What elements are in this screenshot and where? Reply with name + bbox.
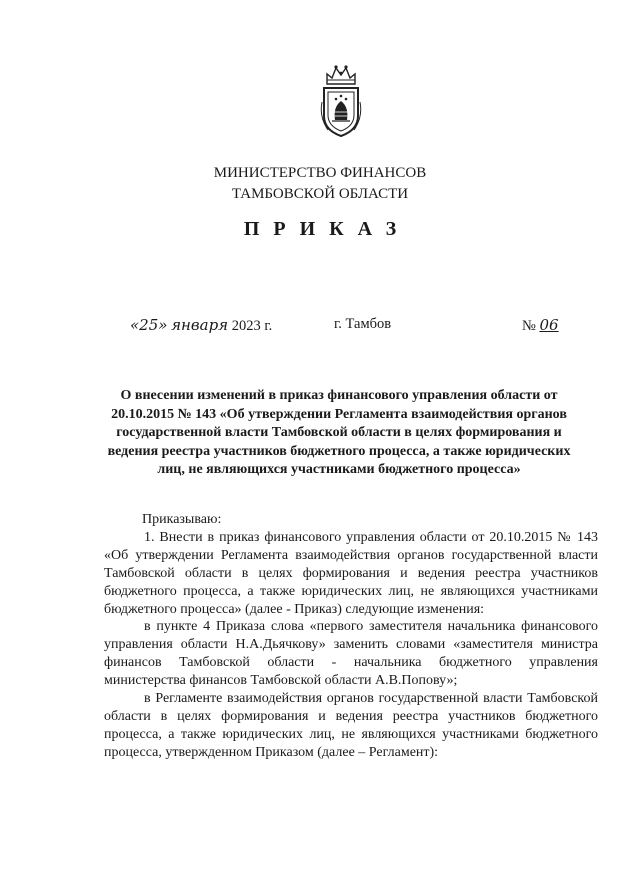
ministry-name — [0, 163, 640, 205]
date-day: «25» — [130, 316, 168, 334]
preamble: Приказываю: — [142, 512, 222, 527]
ministry-name-line2: ТАМБОВСКОЙ ОБЛАСТИ — [231, 186, 409, 202]
document-city: г. Тамбов — [334, 316, 392, 332]
paragraph-3: в Регламенте взаимодействия органов государственной власти Тамбовской области в целях формирования и ведения реестра участников бюджетного процесса, а также юридических лиц, не являющихся участниками бюджетного процесса, утвержденном Приказом (далее – Регламент): — [104, 691, 598, 760]
document-number — [522, 316, 559, 335]
document-subject: О внесении изменений в приказ финансового управления области от 20.10.2015 № 143 «Об утверждении Регламента взаимодействия органов государственной власти Тамбовской области в целях формирования и ведения реестра участников бюджетного процесса, а также юридических лиц, не являющихся участниками бюджетного процесса» — [107, 388, 571, 477]
paragraph-1: 1. Внести в приказ финансового управления области от 20.10.2015 № 143 «Об утверждении Регламента взаимодействия органов государственной власти Тамбовской области в целях формирования и ведения реестра участников бюджетного процесса, а также юридических лиц, не являющихся участниками бюджетного процесса» (далее - Приказ) следующие изменения: — [104, 529, 598, 617]
number-value: 06 — [539, 316, 559, 334]
document-type-title: ПРИКАЗ — [243, 218, 411, 240]
date-year: 2023 г. — [231, 318, 273, 334]
number-prefix: № — [522, 318, 536, 334]
ministry-name-line1: МИНИСТЕРСТВО ФИНАНСОВ — [213, 165, 427, 181]
coat-of-arms-emblem — [318, 62, 364, 140]
date-month: января — [171, 316, 229, 334]
document-date — [130, 316, 272, 335]
paragraph-2: в пункте 4 Приказа слова «первого заместителя начальника финансового управления области Н.А.Дьячкову» заменить словами «заместителя министра финансов Тамбовской области - начальника бюджетного управления министерства финансов Тамбовской области А.В.Попову»; — [104, 619, 598, 689]
document-body — [104, 511, 598, 762]
